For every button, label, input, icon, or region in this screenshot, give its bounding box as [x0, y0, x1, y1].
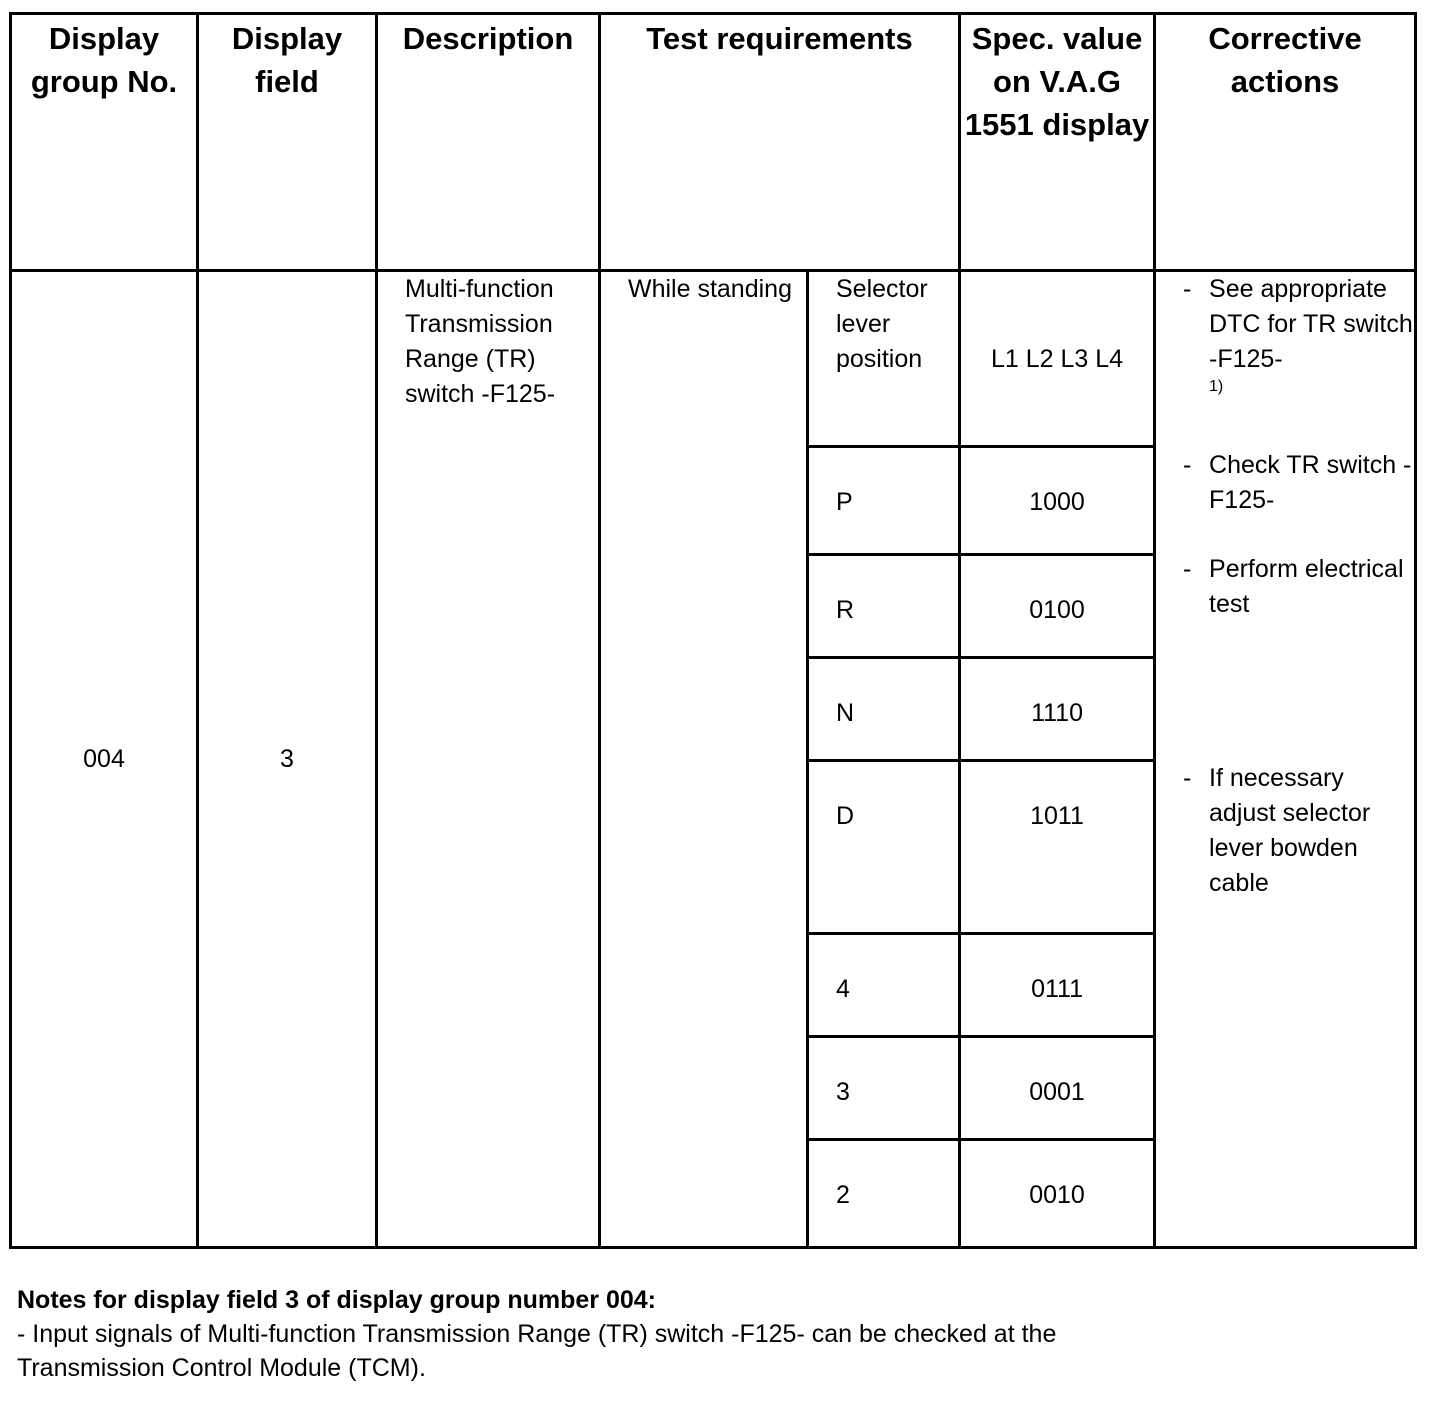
position-cell: 4 — [808, 934, 960, 1037]
signals-label-cell: L1 L2 L3 L4 — [960, 271, 1155, 447]
footnote-marker: 1) — [1209, 378, 1224, 395]
action-item: - If necessary adjust selector lever bowden cable — [1183, 764, 1371, 897]
description-cell: Multi-function Transmission Range (TR) switch -F125- — [377, 271, 600, 1248]
value-cell: 1110 — [960, 658, 1155, 761]
selector-label-cell: Selector lever position — [808, 271, 960, 447]
notes-line: Transmission Control Module (TCM). — [17, 1354, 426, 1382]
header-field: Display field — [198, 14, 377, 271]
field-cell: 3 — [198, 271, 377, 1248]
table-row — [11, 271, 1416, 447]
action-text: See appropriate DTC for TR switch -F125- — [1209, 275, 1413, 373]
header-corrective-actions: Corrective actions — [1155, 14, 1416, 271]
position-cell: R — [808, 555, 960, 658]
header-test-requirements: Test requirements — [600, 14, 960, 271]
value-cell: 0100 — [960, 555, 1155, 658]
notes-line: - Input signals of Multi-function Transmission Range (TR) switch -F125- can be checked at the — [17, 1320, 1057, 1348]
header-description: Description — [377, 14, 600, 271]
action-text: Check TR switch -F125- — [1209, 451, 1412, 514]
value-cell: 1000 — [960, 447, 1155, 555]
position-cell: D — [808, 761, 960, 934]
action-text: Perform electrical test — [1209, 555, 1404, 618]
position-cell: 3 — [808, 1037, 960, 1140]
action-item: - Perform electrical test — [1183, 555, 1404, 618]
action-item: - See appropriate DTC for TR switch -F125- 1) — [1183, 275, 1413, 395]
action-text: If necessary adjust selector lever bowden cable — [1209, 764, 1371, 897]
corrective-actions-cell — [1155, 271, 1416, 1248]
position-cell: P — [808, 447, 960, 555]
action-item: - Check TR switch -F125- — [1183, 451, 1412, 514]
value-cell: 1011 — [960, 761, 1155, 934]
notes-section — [17, 1283, 1417, 1385]
position-cell: 2 — [808, 1140, 960, 1248]
value-cell: 0111 — [960, 934, 1155, 1037]
notes-title: Notes for display field 3 of display group number 004: — [17, 1286, 657, 1314]
condition-cell: While standing — [600, 271, 808, 1248]
header-spec-value: Spec. value on V.A.G 1551 display — [960, 14, 1155, 271]
value-cell: 0001 — [960, 1037, 1155, 1140]
value-cell: 0010 — [960, 1140, 1155, 1248]
position-cell: N — [808, 658, 960, 761]
group-no-cell: 004 — [11, 271, 198, 1248]
header-row — [11, 14, 1416, 271]
header-group-no: Display group No. — [11, 14, 198, 271]
spec-table — [9, 12, 1417, 1249]
